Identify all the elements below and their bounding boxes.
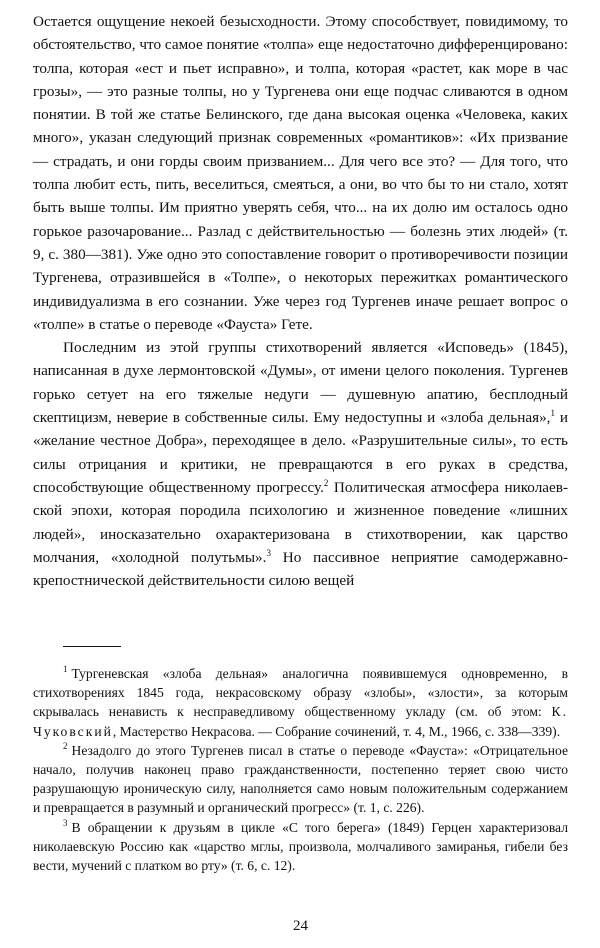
footnote-1 [33,664,568,741]
footnote-3-number: 3 [63,818,68,829]
book-page [33,10,568,940]
footnote-3 [33,818,568,876]
page-number: 24 [293,918,308,934]
footnote-2-number: 2 [63,741,68,752]
footnote-1-number: 1 [63,664,68,675]
paragraph-1 [33,10,568,336]
paragraph-2 [33,336,568,592]
footnote-1-author: К. Чуковский [33,704,568,739]
paragraph-2-text-b: и «желание честное Добра», переходящее в дело. «Разрушительные силы», то есть силы отрицания и критики, не превращаются в его руках в средства, способствующие общественному прогрессу. [33,409,568,496]
footnote-ref-3[interactable]: 3 [266,547,271,558]
footnote-separator [63,646,121,647]
main-text [33,10,568,592]
footnote-2 [33,741,568,818]
footnote-ref-1[interactable]: 1 [550,407,555,418]
paragraph-2-text-c: Политическая атмосфера николаевской эпохи, которая породила психологию и жизненное поведение «лишних людей», иносказательно охарактеризована в стихотворении, как царство молчания, «холодной полутьмы». [33,478,568,566]
footnote-3-text: В обращении к друзьям в цикле «С того берега» (1849) Герцен характеризовал николаевскую Россию как «царство мглы, произвола, молчаливого замиранья, гибели без вести, мучений с платком во рту» (т. 6, с. 12). [33,819,568,874]
paragraph-2-text-a: Последним из этой группы стихотворений является «Исповедь» (1845), написанная в духе лермонтовской «Думы», от имени целого поколения. Тургенев горько сетует на его тяжелые недуги — душевную апатию, бесплодный скептицизм, неверие в собственные силы. Ему недоступны и «злоба дельная», [33,339,568,427]
footnote-1-text-a: Тургеневская «злоба дельная» аналогична появившемуся одновременно, в стихотворениях 1845 года, некрасовскому образу «злобы», «злости», за которым скрывалась ненависть к несправедливому общественному укладу (см. об этом: [33,666,568,720]
footnote-1-text-b: , Мастерство Некрасова. — Собрание сочинений, т. 4, М., 1966, с. 338—339). [112,723,561,739]
footnote-ref-2[interactable]: 2 [323,477,329,488]
footnotes [33,664,568,875]
footnote-2-text: Незадолго до этого Тургенев писал в статье о переводе «Фауста»: «Отрицательное начало, получив наконец право гражданственности, постепенно теряет свою чисто разрушающую ироническую силу, наполняется само новым положительным содержанием и превращается в разумный и органический прогресс» (т. 1, с. 226). [33,742,568,816]
paragraph-2-text-d: Но пассивное неприятие самодержавно-крепостнической действительности силою вещей [33,548,568,590]
paragraph-1-text: Остается ощущение некоей безысходности. Этому способствует, повидимому, то обстоятельство, что самое понятие «толпа» еще недостаточно дифференцировано: толпа, которая «ест и пьет исправно», и толпа, которая «растет, как море в час грозы», — это разные толпы, но у Тургенева они еще подчас сливаются в одном понятии. В той же статье Белинского, где дана высокая оценка «Человека, каких много», указан следующий признак современных «романтиков»: «Их призвание — страдать, и они горды своим призванием... Для чего все это? — Для того, что толпа любит есть, пить, веселиться, смеяться, а они, во что бы то ни стало, хотят быть выше толпы. Им приятно уверять себя, что... на их долю им осталось одно горькое разочарование... Разлад с действительностью — болезнь этих людей» (т. 9, с. 380—381). Уже одно это сопоставление говорит о противоречивости позиции Тургенева, отразившейся в «Толпе», о некоторых пережитках романтического индивидуализма в его сознании. Уже через год Тургенев иначе решает вопрос о «толпе» в статье о переводе «Фауста» Гете. [33,13,568,333]
